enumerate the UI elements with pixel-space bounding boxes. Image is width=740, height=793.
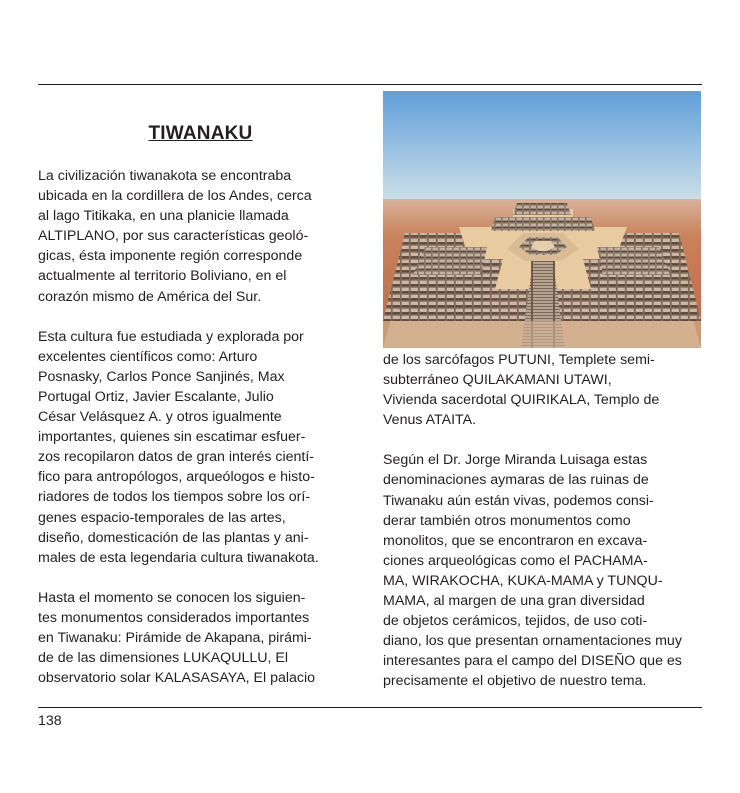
text-line: ciones arqueológicas como el PACHAMA- [383,552,648,569]
right-column [383,350,703,692]
text-line: al lago Titikaka, en una planicie llamada [38,208,289,225]
text-line: Posnasky, Carlos Ponce Sanjinés, Max [38,368,285,385]
text-line: corazón mismo de América del Sur. [38,288,262,305]
top-rule [38,84,702,85]
text-line: excelentes científicos como: Arturo [38,348,258,365]
text-line: MA, WIRAKOCHA, KUKA-MAMA y TUNQU- [383,572,663,589]
text-line: en Tiwanaku: Pirámide de Akapana, pirámi- [38,629,312,646]
text-line: Vivienda sacerdotal QUIRIKALA, Templo de [383,392,660,409]
page-number: 138 [38,713,62,729]
text-line: Según el Dr. Jorge Miranda Luisaga estas [383,452,648,469]
text-line: diano, los que presentan ornamentaciones muy [383,633,682,650]
text-line: de objetos cerámicos, tejidos, de uso coti- [383,613,648,630]
text-line: males de esta legendaria cultura tiwanakota. [38,549,319,566]
paragraph-monuments [38,588,368,688]
text-line: MAMA, al margen de una gran diversidad [383,593,645,610]
paragraph-aymara-names [383,450,703,691]
bottom-rule [38,707,702,708]
text-line: ubicada en la cordillera de los Andes, cerca [38,188,312,205]
text-line: subterráneo QUILAKAMANI UTAWI, [383,372,612,389]
text-line: monolitos, que se encontraron en excava- [383,532,648,549]
paragraph-scientists [38,327,368,568]
text-line: zos recopilaron datos de gran interés cientí- [38,449,315,466]
text-line: genes espacio-temporales de las artes, [38,509,286,526]
text-line: Portugal Ortiz, Javier Escalante, Julio [38,388,274,405]
text-line: Esta cultura fue estudiada y explorada por [38,328,304,345]
left-column [38,166,368,708]
page-title: TIWANAKU [148,123,253,144]
text-line: ALTIPLANO, por sus características geoló- [38,228,309,245]
text-line: La civilización tiwanakota se encontraba [38,168,292,184]
tiwanaku-ruins-render-icon [383,91,701,348]
text-line: tes monumentos considerados importantes [38,609,310,626]
text-line: gicas, ésta imponente región corresponde [38,248,303,265]
tiwanaku-ruins-illustration [383,91,701,348]
text-line: actualmente al territorio Boliviano, en el [38,268,287,285]
text-line: Hasta el momento se conocen los siguien- [38,589,306,606]
text-line: César Velásquez A. y otros igualmente [38,409,282,426]
text-line: observatorio solar KALASASAYA, El palacio [38,670,316,687]
text-line: de los sarcófagos PUTUNI, Templete semi- [383,352,655,368]
text-line: Venus ATAITA. [383,412,477,429]
text-line: denominaciones aymaras de las ruinas de [383,472,649,489]
text-line: de de las dimensiones LUKAQULLU, El [38,650,288,667]
paragraph-intro [38,166,368,307]
text-line: importantes, quienes sin escatimar esfuer- [38,429,306,446]
text-line: derar también otros monumentos como [383,512,631,529]
text-line: fico para antropólogos, arqueólogos e histo- [38,469,315,486]
text-line: riadores de todos los tiempos sobre los orí- [38,489,311,506]
text-line: precisamente el objetivo de nuestro tema. [383,673,647,690]
paragraph-monuments-continued [383,350,703,430]
text-line: diseño, domesticación de las plantas y ani- [38,529,309,546]
text-line: Tiwanaku aún están vivas, podemos consi- [383,492,654,509]
text-line: interesantes para el campo del DISEÑO que es [383,653,682,670]
